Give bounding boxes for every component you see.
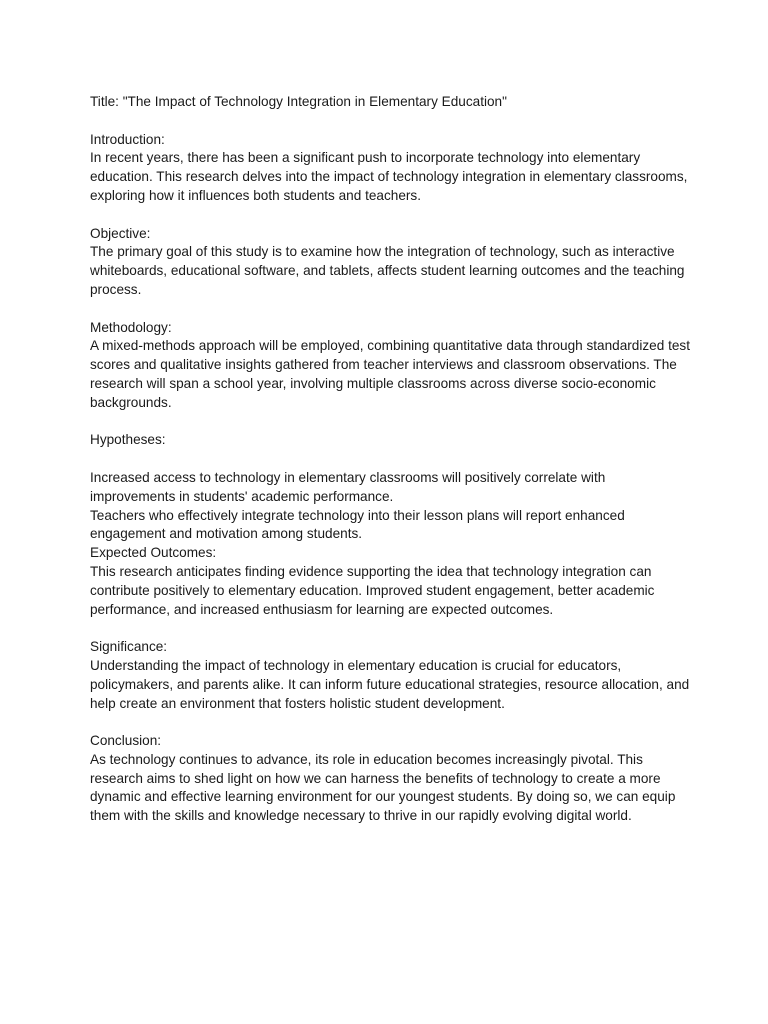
conclusion-heading: Conclusion: [90, 733, 162, 749]
hypothesis-item-2: Teachers who effectively integrate technology into their lesson plans will report enhanced engagement and motivation among students. [90, 507, 625, 542]
spacer [90, 450, 690, 469]
introduction-heading: Introduction: [90, 131, 165, 147]
hypothesis-item-1: Increased access to technology in elementary classrooms will positively correlate with improvements in students' academic performance. [90, 469, 606, 504]
spacer [90, 112, 690, 131]
conclusion-body: As technology continues to advance, its role in education becomes increasingly pivotal. This research aims to shed light on how we can harness the benefits of technology to create a more dynamic and effective learning environment for our youngest students. By doing so, we can equip them with the skills and knowledge necessary to thrive in our rapidly evolving digital world. [90, 751, 676, 824]
spacer [90, 206, 690, 225]
spacer [90, 300, 690, 319]
hypotheses-heading: Hypotheses: [90, 432, 166, 448]
introduction-body: In recent years, there has been a significant push to incorporate technology into elementary education. This research delves into the impact of technology integration in elementary classrooms, exploring how it influences both students and teachers. [90, 150, 688, 203]
objective-heading: Objective: [90, 225, 151, 241]
significance-body: Understanding the impact of technology in elementary education is crucial for educators, policymakers, and parents alike. It can inform future educational strategies, resource allocation, and help create an environment that fosters holistic student development. [90, 657, 690, 711]
document-body [90, 93, 690, 826]
objective-body: The primary goal of this study is to examine how the integration of technology, such as interactive whiteboards, educational software, and tablets, affects student learning outcomes and the teaching process. [90, 244, 685, 297]
expected-outcomes-body: This research anticipates finding evidence supporting the idea that technology integration can contribute positively to elementary education. Improved student engagement, better academic performance, and increased enthusiasm for learning are expected outcomes. [90, 563, 655, 617]
document-title: Title: "The Impact of Technology Integration in Elementary Education" [90, 94, 507, 109]
significance-heading: Significance: [90, 639, 168, 655]
methodology-body: A mixed-methods approach will be employed, combining quantitative data through standardized test scores and qualitative insights gathered from teacher interviews and classroom observations. The research will span a school year, involving multiple classrooms across diverse socio-economic backgrounds. [90, 338, 690, 410]
spacer [90, 713, 690, 732]
spacer [90, 413, 690, 432]
spacer [90, 619, 690, 638]
methodology-heading: Methodology: [90, 319, 172, 335]
expected-outcomes-heading: Expected Outcomes: [90, 545, 217, 561]
